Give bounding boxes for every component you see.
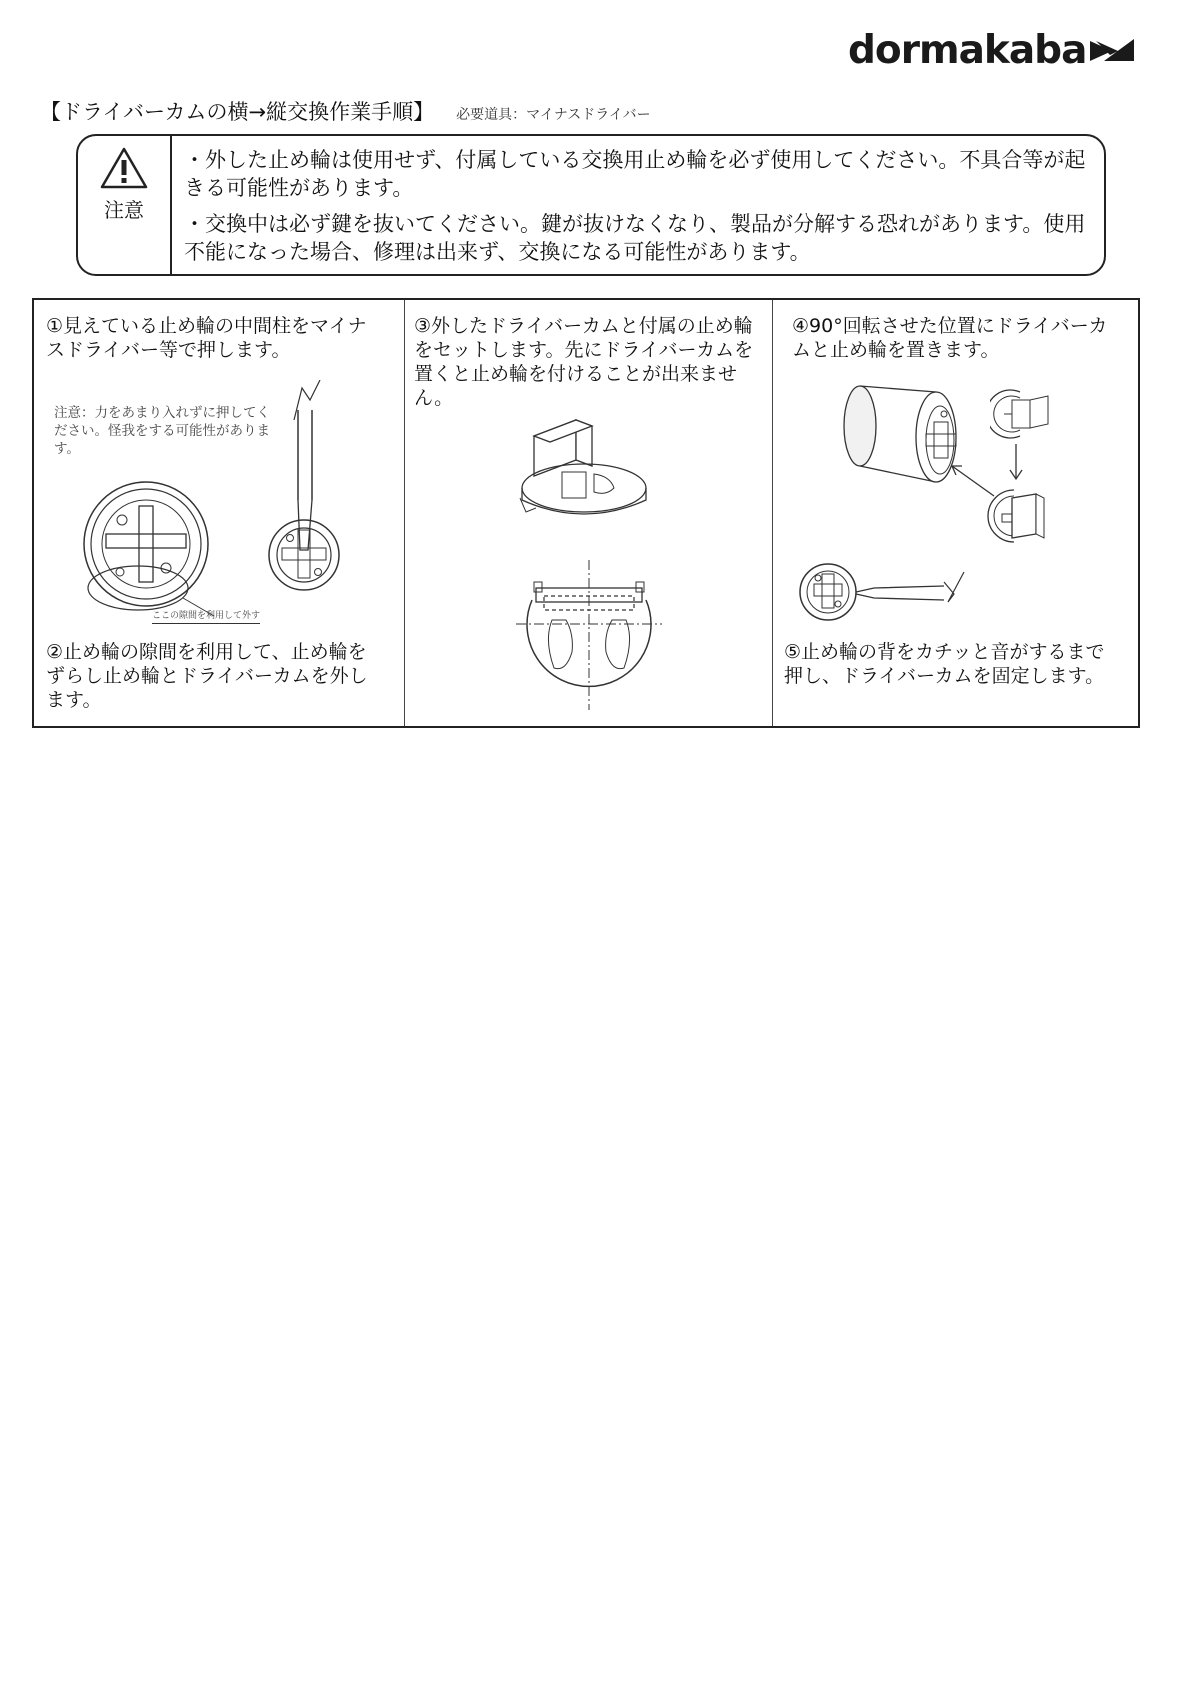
logo-mark-icon	[1090, 37, 1134, 63]
caution-line-2: ・交換中は必ず鍵を抜いてください。鍵が抜けなくなり、製品が分解する恐れがあります。使用不能になった場合、修理は出来ず、交換になる可能性があります。	[184, 212, 1086, 264]
title-text: 【ドライバーカムの横→縦交換作業手順】	[40, 100, 435, 124]
step-1-note: 注意：力をあまり入れずに押してください。怪我をする可能性があります。	[54, 405, 270, 457]
required-tools: 必要道具：マイナスドライバー	[456, 107, 651, 123]
retaining-ring-front-figure	[78, 476, 248, 626]
warning-icon	[100, 146, 148, 190]
step-2-text: ②止め輪の隙間を利用して、止め輪をずらし止め輪とドライバーカムを外します。	[46, 641, 368, 711]
step-5-text: ⑤止め輪の背をカチッと音がするまで押し、ドライバーカムを固定します。	[784, 641, 1105, 687]
step-4-text: ④90°回転させた位置にドライバーカムと止め輪を置きます。	[792, 315, 1108, 361]
caution-text	[184, 146, 1099, 274]
screwdriver-press-figure	[264, 380, 394, 600]
driver-cam-ring-top-figure	[514, 560, 664, 710]
steps-column-2	[404, 300, 773, 726]
gap-label: ここの隙間を利用して外す	[152, 610, 260, 624]
logo-text: dormakaba	[848, 27, 1087, 73]
step-1-text: ①見えている止め輪の中間柱をマイナスドライバー等で押します。	[46, 315, 367, 361]
retaining-ring-part-figure	[990, 386, 1060, 442]
steps-table	[32, 298, 1140, 728]
steps-column-1	[34, 300, 405, 726]
caution-box	[76, 134, 1106, 276]
caution-label-cell	[78, 136, 172, 274]
caution-label: 注意	[104, 198, 144, 222]
steps-column-3	[772, 300, 1138, 726]
down-arrow-icon	[1006, 442, 1026, 482]
caution-line-1: ・外した止め輪は使用せず、付属している交換用止め輪を必ず使用してください。不具合等が起きる可能性があります。	[184, 148, 1086, 200]
driver-cam-part-figure	[984, 484, 1054, 548]
brand-logo	[848, 28, 1148, 72]
screwdriver-lock-figure	[794, 558, 974, 628]
step-3-text: ③外したドライバーカムと付属の止め輪をセットします。先にドライバーカムを置くと止め輪を付けることが出来ません。	[414, 315, 754, 409]
page-title	[40, 96, 651, 126]
driver-cam-ring-iso-figure	[514, 416, 664, 526]
